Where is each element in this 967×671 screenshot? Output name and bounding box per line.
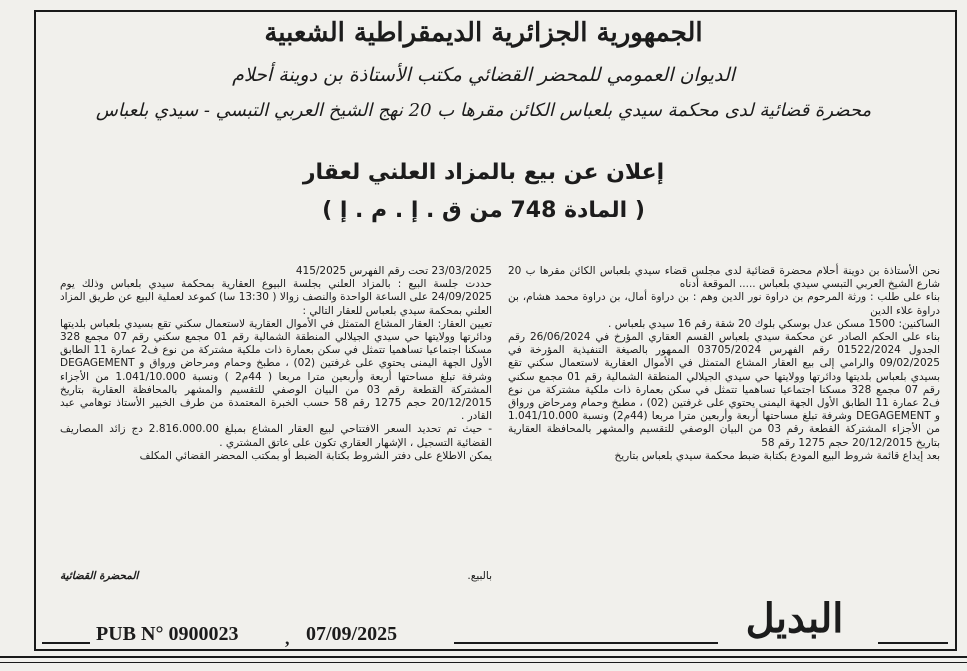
footer-rule [42, 642, 90, 644]
office-header: الديوان العمومي للمحضر القضائي مكتب الأستاذة بن دوينة أحلام [232, 64, 735, 86]
office-address: محضرة قضائية لدى محكمة سيدي بلعباس الكائن مقرها ب 20 نهج الشيخ العربي التبسي - سيدي بلعباس [95, 100, 872, 121]
footer-rule [878, 642, 948, 644]
page-divider [0, 656, 967, 658]
paragraph: بعد إيداع قائمة شروط البيع المودع بكتابة ضبط محكمة سيدي بلعباس بتاريخ [614, 449, 940, 462]
right-column [508, 265, 940, 463]
paragraph: بناء على الحكم الصادر عن محكمة سيدي بلعباس القسم العقاري المؤرخ في 26/06/2024 رقم الجدول 01522/2024 رقم الفهرس 03705/2024 الممهور بالصيغة التنفيذية المؤرخة في 09/02/2025 والرامي إلى بيع العقار المشاع المتمثل في الأموال العقارية لاستعمال سكني تقع بسيدي بلعباس بلديتها ودائرتها وولايتها حي سيدي الجيلالي المنطقة الشمالية رقم 01 مجمع سكني رقم 07 مجمع 328 مسكنا اجتماعيا تساهميا تتمثل في سكن بعمارة ذات ملكية مشتركة من نوع ف2 عمارة 11 الطابق الأول الجهة اليمنى يحتوي على غرفتين (02) ، مطبخ وحمام ومرحاض ورواق و DEGAGEMENT وشرفة تبلغ مساحتها أربعة وأربعين مترا مربعا (44م2) ونسبة 1.041/10.000 من الأجزاء المشتركة القطعة رقم 03 من البيان الوصفي للتقسيم والمشهر بالمحافظة العقارية بتاريخ 20/12/2015 حجم 1275 رقم 58 [508, 331, 941, 449]
paragraph: الساكنين: 1500 مسكن عدل بوسكي بلوك 20 شقة رقم 16 سيدي بلعباس . [608, 317, 940, 330]
signer-title: المحضرة القضائية [60, 570, 139, 582]
paragraph: 23/03/2025 تحت رقم الفهرس 415/2025 [295, 265, 492, 277]
publication-date: 07/09/2025 [306, 623, 398, 645]
paragraph: تعيين العقار: العقار المشاع المتمثل في الأموال العقارية لاستعمال سكني تقع بسيدي بلعباس بلديتها ودائرتها وولايتها حي سيدي الجيلالي المنطقة الشمالية رقم 01 مجمع سكني رقم 07 مجمع 328 مسكنا اجتماعيا تساهميا تتمثل في سكن بعمارة ذات ملكية مشتركة من نوع ف2 عمارة 11 الطابق الأول الجهة اليمنى يحتوي على غرفتين (02) ، مطبخ وحمام ومرحاض ورواق و DEGAGEMENT وشرفة تبلغ مساحتها أربعة وأربعين مترا مربعا ( 44م2 ) ونسبة 1.041/10.000 من الأجزاء المشتركة القطعة رقم 03 من البيان الوصفي للتقسيم والمشهر بالمحافظة العقارية بتاريخ 20/12/2015 حجم 1275 رقم 58 حسب الخبرة المعتمدة من طرف الخبير الأستاذ توهامي عبد القادر . [60, 317, 492, 423]
paragraph: - حيث تم تحديد السعر الافتتاحي لبيع العقار المشاع بمبلغ 2.816.000.00 دج زائد المصاريف القضائية التسجيل ، الإشهار العقاري تكون على عاتق المشتري . [60, 423, 492, 449]
separator: , [285, 628, 290, 648]
closing-text: بالبيع. [467, 570, 492, 582]
left-column [60, 265, 492, 463]
paragraph: نحن الأستاذة بن دوينة أحلام محضرة قضائية لدى مجلس قضاء سيدي بلعباس الكائن مقرها ب 20 شارع الشيخ العربي التبسي سيدي بلعباس ..... الموقعة أدناه [508, 265, 940, 291]
page-divider [0, 662, 967, 663]
announcement-title: إعلان عن بيع بالمزاد العلني لعقار [302, 160, 665, 185]
footer-rule [454, 642, 718, 644]
paragraph: يمكن الاطلاع على دفتر الشروط بكتابة الضبط أو بمكتب المحضر القضائي المكلف [139, 449, 492, 462]
publication-number: PUB N° 0900023 [96, 623, 239, 645]
signature-line [60, 570, 492, 586]
paragraph: بناء على طلب : ورثة المرحوم بن دراوة نور الدين وهم : بن دراوة أمال، بن دراوة محمد هشام، بن دراوة علاء الدين [508, 291, 940, 317]
newspaper-logo: البديل [745, 595, 844, 642]
legal-article: ( المادة 748 من ق . إ . م . إ ) [322, 198, 645, 223]
country-header: الجمهورية الجزائرية الديمقراطية الشعبية [264, 18, 703, 48]
paragraph: حددت جلسة البيع : بالمزاد العلني بجلسة البيوع العقارية بمحكمة سيدي بلعباس وذلك يوم 24/09/2025 على الساعة الواحدة والنصف زوالا ( 13:30 سا) كموعد لعملية البيع عن طريق المزاد العلني بمحكمة سيدي بلعباس للعقار التالي : [60, 278, 492, 317]
